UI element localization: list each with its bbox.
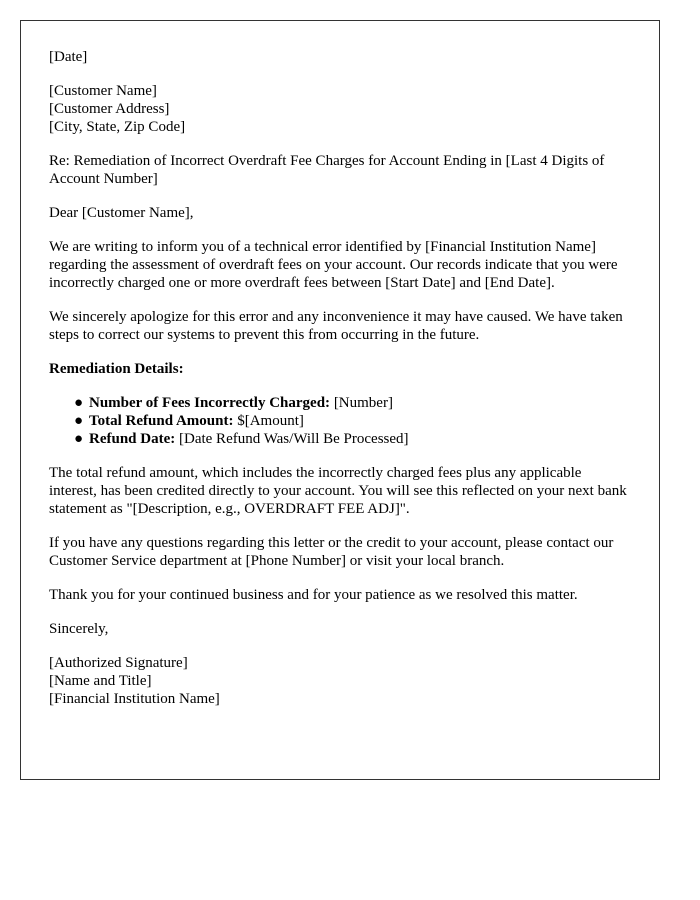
recipient-name: [Customer Name] — [49, 83, 157, 99]
body-paragraph-error-notice: We are writing to inform you of a technical error identified by [Financial Institution Name] regarding the assessment of overdraft fees on your account. Our records indicate that you were incorrectly charged one or more overdraft fees between [Start Date] and [End Date]. — [49, 239, 618, 291]
signer-name-title: [Name and Title] — [49, 673, 152, 689]
remediation-details-heading: Remediation Details: — [49, 361, 184, 377]
signature-placeholder: [Authorized Signature] — [49, 655, 188, 671]
body-paragraph-contact: If you have any questions regarding this letter or the credit to your account, please contact our Customer Service department at [Phone Number] or visit your local branch. — [49, 535, 614, 569]
detail-item-fees-count — [74, 394, 631, 412]
detail-label: Total Refund Amount: — [89, 413, 234, 429]
detail-label: Refund Date: — [89, 431, 176, 447]
detail-value: [Number] — [330, 395, 393, 411]
recipient-block — [49, 82, 631, 136]
body-paragraph-thanks: Thank you for your continued business and for your patience as we resolved this matter. — [49, 587, 578, 603]
bullet-icon: ● — [74, 395, 84, 411]
detail-item-refund-amount — [74, 412, 631, 430]
letter-date: [Date] — [49, 49, 88, 65]
closing: Sincerely, — [49, 621, 109, 637]
subject-line: Re: Remediation of Incorrect Overdraft Fee Charges for Account Ending in [Last 4 Digits of Account Number] — [49, 153, 605, 187]
salutation: Dear [Customer Name], — [49, 205, 194, 221]
recipient-city-state-zip: [City, State, Zip Code] — [49, 119, 186, 135]
recipient-address: [Customer Address] — [49, 101, 170, 117]
detail-value: $[Amount] — [233, 413, 304, 429]
bullet-icon: ● — [74, 431, 84, 447]
letter-page — [20, 20, 660, 780]
remediation-details-list — [49, 394, 631, 448]
signer-institution: [Financial Institution Name] — [49, 691, 220, 707]
detail-label: Number of Fees Incorrectly Charged: — [89, 395, 331, 411]
detail-value: [Date Refund Was/Will Be Processed] — [175, 431, 409, 447]
body-paragraph-apology: We sincerely apologize for this error and any inconvenience it may have caused. We have taken steps to correct our systems to prevent this from occurring in the future. — [49, 309, 623, 343]
body-paragraph-refund-credit: The total refund amount, which includes the incorrectly charged fees plus any applicable interest, has been credited directly to your account. You will see this reflected on your next bank statement as "[Description, e.g., OVERDRAFT FEE ADJ]". — [49, 465, 627, 517]
signature-block — [49, 654, 631, 708]
detail-item-refund-date — [74, 430, 631, 448]
bullet-icon: ● — [74, 413, 84, 429]
